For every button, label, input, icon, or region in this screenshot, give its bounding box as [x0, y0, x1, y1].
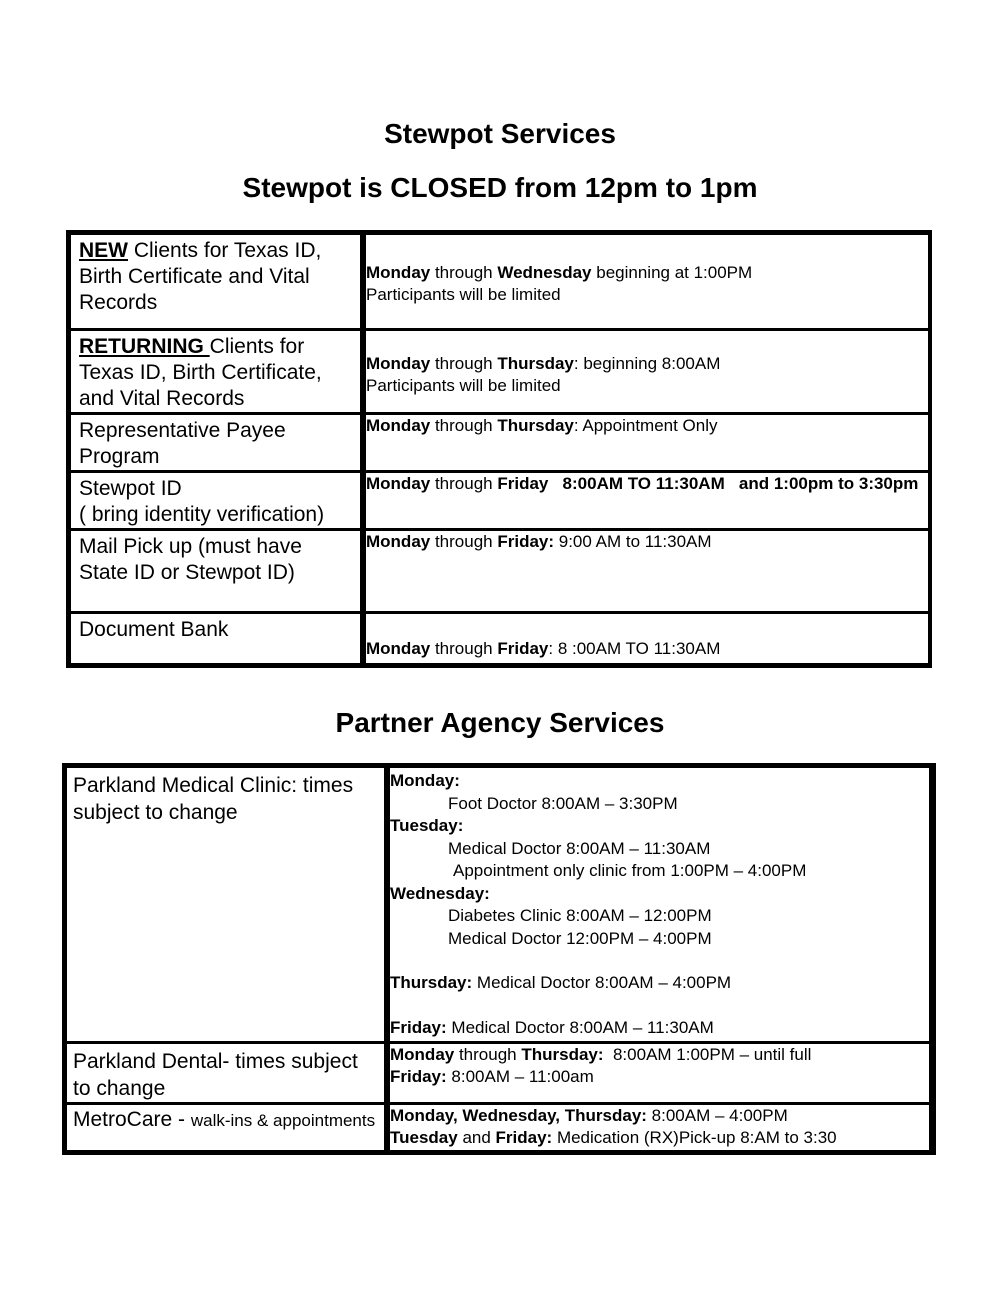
schedule-detail: 8:00AM – 11:00am [446, 1067, 594, 1086]
day-label: Friday: [390, 1017, 447, 1037]
schedule-line [390, 1044, 929, 1066]
service-name: Mail Pick up (must have State ID or Stewpot ID) [79, 535, 302, 584]
service-cell [71, 415, 366, 473]
table-row [71, 415, 928, 473]
hours-detail: 8:00AM TO 11:30AM and 1:00pm to 3:30pm [548, 474, 919, 493]
and-text: and [457, 1128, 496, 1147]
table-row [71, 473, 928, 531]
day-label: Monday, Wednesday, Thursday: [390, 1106, 647, 1125]
agency-cell [67, 768, 390, 1044]
schedule-cell [390, 768, 929, 1044]
through-text: through [454, 1045, 522, 1064]
table-row [71, 331, 928, 415]
day-label: Monday: [390, 771, 460, 790]
day-start: Monday [366, 354, 431, 373]
schedule-line [390, 1127, 929, 1149]
service-note: ( bring identity verification) [79, 503, 325, 526]
hours-line [366, 353, 928, 375]
service-name: Clients for Texas ID, Birth Certificate and Vital Records [79, 239, 322, 314]
day-label: Thursday: [390, 973, 473, 992]
service-cell [71, 614, 366, 663]
service-name: Document Bank [79, 618, 229, 641]
hours-line [366, 473, 928, 495]
service-name: Stewpot ID [79, 477, 182, 500]
partner-services-table [62, 763, 936, 1155]
through-text: through [430, 474, 498, 493]
schedule-cell [390, 1044, 929, 1105]
agency-name: Parkland Dental- times subject to change [73, 1050, 358, 1100]
stewpot-services-table [66, 230, 932, 668]
day-label: Wednesday: [390, 883, 490, 903]
hours-detail: : Appointment Only [573, 416, 718, 435]
spacer [390, 950, 929, 972]
schedule-line [390, 972, 929, 995]
hours-cell [366, 614, 928, 663]
hours-cell [366, 235, 928, 331]
service-name: Clients for Texas ID, Birth Certificate, and Vital Records [79, 335, 322, 410]
day-label: Friday: [495, 1128, 553, 1147]
hours-line [366, 638, 928, 660]
through-text: through [430, 263, 498, 282]
hours-cell [366, 473, 928, 531]
through-text: through [430, 416, 498, 435]
schedule-item: Medical Doctor 12:00PM – 4:00PM [448, 928, 712, 948]
day-start: Monday [366, 532, 431, 551]
partner-section-title: Partner Agency Services [335, 707, 665, 738]
closed-notice: Stewpot is CLOSED from 12pm to 1pm [242, 172, 758, 203]
table-row [71, 531, 928, 614]
service-cell [71, 531, 366, 614]
agency-note: walk-ins & appointments [190, 1111, 376, 1130]
schedule-item: Diabetes Clinic 8:00AM – 12:00PM [448, 906, 712, 925]
schedule-detail: 8:00AM 1:00PM – until full [603, 1045, 812, 1064]
table-row [67, 768, 929, 1044]
service-name: Representative Payee Program [79, 419, 286, 468]
service-emphasis: NEW [79, 239, 128, 262]
through-text: through [430, 532, 498, 551]
hours-line [366, 531, 928, 553]
day-label: Tuesday: [390, 816, 464, 835]
schedule-item: Foot Doctor 8:00AM – 3:30PM [448, 793, 678, 813]
hours-cell [366, 531, 928, 614]
table-row [67, 1044, 929, 1105]
through-text: through [430, 639, 498, 658]
schedule-cell [390, 1105, 929, 1150]
day-start: Monday [390, 1045, 455, 1064]
schedule-line [390, 1105, 929, 1127]
agency-cell [67, 1105, 390, 1150]
page-title: Stewpot Services [384, 118, 616, 149]
table-row [67, 1105, 929, 1150]
schedule-detail: Medication (RX)Pick-up 8:AM to 3:30 [552, 1128, 837, 1147]
day-end: Thursday: [521, 1045, 604, 1064]
day-end: Friday [497, 474, 549, 493]
day-start: Monday [366, 416, 431, 435]
schedule-line [390, 1066, 929, 1088]
schedule-line [390, 1017, 929, 1040]
day-label: Friday: [390, 1067, 447, 1086]
service-cell [71, 473, 366, 531]
day-end: Friday: [497, 532, 555, 551]
table-row [71, 614, 928, 663]
schedule-detail: 8:00AM – 4:00PM [646, 1106, 788, 1125]
day-end: Thursday [497, 354, 574, 373]
day-end: Wednesday [497, 263, 592, 282]
hours-detail: beginning at 1:00PM [591, 263, 753, 282]
service-emphasis: RETURNING [79, 335, 210, 358]
day-start: Monday [366, 474, 431, 493]
hours-note: Participants will be limited [366, 376, 561, 395]
agency-name: MetroCare - [73, 1108, 191, 1131]
hours-line [366, 415, 928, 437]
service-cell [71, 235, 366, 331]
hours-line [366, 262, 928, 284]
table-row [71, 235, 928, 331]
day-start: Monday [366, 263, 431, 282]
agency-cell [67, 1044, 390, 1105]
hours-detail: 9:00 AM to 11:30AM [554, 532, 712, 551]
service-cell [71, 331, 366, 415]
schedule-item: Medical Doctor 8:00AM – 11:30AM [448, 838, 711, 858]
day-end: Thursday [497, 416, 574, 435]
hours-cell [366, 331, 928, 415]
spacer [390, 995, 929, 1017]
hours-detail: : 8 :00AM TO 11:30AM [548, 639, 721, 658]
hours-cell [366, 415, 928, 473]
hours-detail: : beginning 8:00AM [573, 354, 721, 373]
through-text: through [430, 354, 498, 373]
day-end: Friday [497, 639, 549, 658]
schedule-item: Medical Doctor 8:00AM – 11:30AM [446, 1017, 714, 1037]
day-start: Monday [366, 639, 431, 658]
day-label: Tuesday [390, 1128, 458, 1147]
schedule-item: Medical Doctor 8:00AM – 4:00PM [472, 973, 732, 992]
agency-name: Parkland Medical Clinic: times subject to change [73, 774, 354, 824]
hours-note: Participants will be limited [366, 285, 561, 304]
schedule-item: Appointment only clinic from 1:00PM – 4:00PM [453, 861, 807, 880]
